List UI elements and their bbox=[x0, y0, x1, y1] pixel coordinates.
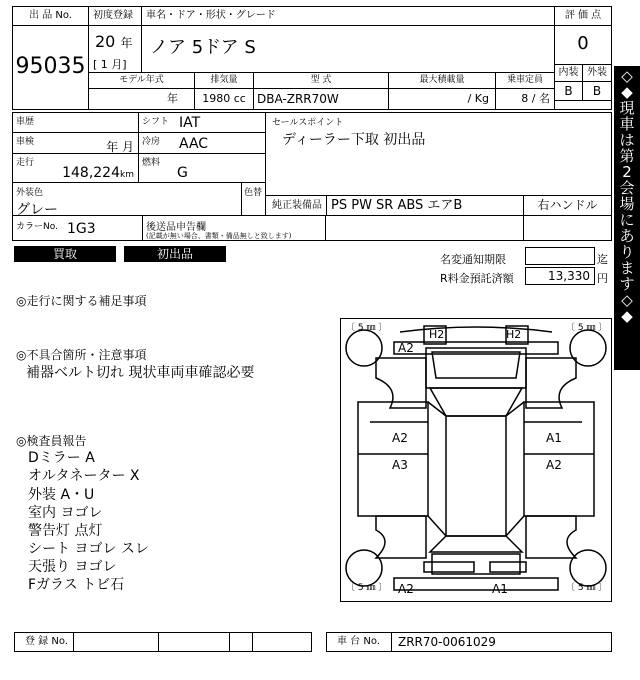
tire-depth-fr: 〔 5 ㎜ 〕 bbox=[566, 323, 608, 333]
damage-right-front-door: A1 bbox=[546, 431, 562, 445]
rear-bumper bbox=[394, 578, 558, 590]
type-cell: DBA-ZRR70W bbox=[253, 88, 389, 110]
first-reg-year: 20 bbox=[95, 32, 116, 51]
damage-right-rear-door: A2 bbox=[546, 458, 562, 472]
exterior-label: 外装 bbox=[582, 64, 612, 82]
color-no-cell: カラーNo. 1G3 bbox=[12, 215, 143, 241]
side-banner: ◇ ◆ 現 車 は 第 2 会 場 に あ り ま す ◇ ◆ bbox=[614, 66, 640, 370]
score-value: 0 bbox=[577, 33, 589, 54]
first-listing-badge: 初出品 bbox=[124, 246, 226, 262]
damage-headlight-right: H2 bbox=[506, 328, 522, 341]
driving-notes-title: ◎走行に関する補足事項 bbox=[16, 294, 147, 308]
type-label: 型 式 bbox=[253, 72, 389, 89]
inspector-item: Fガラス トビ石 bbox=[28, 577, 125, 593]
capacity-label: 乗車定員 bbox=[495, 72, 555, 89]
damage-headlight-left: H2 bbox=[429, 328, 445, 341]
tire-depth-rr: 〔 5 ㎜ 〕 bbox=[566, 583, 608, 593]
history-cell: 車歴 bbox=[12, 112, 139, 133]
inspector-item: シート ヨゴレ スレ bbox=[28, 541, 149, 557]
ac-value: AAC bbox=[179, 136, 209, 152]
recycle-box bbox=[525, 267, 595, 285]
inspector-item: 室内 ヨゴレ bbox=[28, 505, 103, 521]
equipment-value: PS PW SR ABS エアB bbox=[331, 198, 463, 213]
displacement-label: 排気量 bbox=[194, 72, 254, 89]
sales-point-cell: セールスポイント ディーラー下取 初出品 bbox=[265, 112, 612, 196]
exterior-grade: B bbox=[582, 81, 612, 101]
reg-no-cell-4 bbox=[252, 632, 312, 652]
inspector-item: Dミラー A bbox=[28, 450, 95, 466]
ext-color-value: グレー bbox=[16, 202, 58, 218]
buy-badge: 買取 bbox=[14, 246, 116, 262]
fuel-cell: 燃料 G bbox=[138, 153, 266, 183]
name-change-label: 名変通知期限 bbox=[440, 253, 506, 266]
first-reg-cell: 20 年 [ 1 月] bbox=[88, 25, 142, 73]
inspector-item: 警告灯 点灯 bbox=[28, 523, 103, 539]
model-year-cell: 年 bbox=[88, 88, 195, 110]
name-change-unit: 迄 bbox=[597, 253, 608, 266]
ext-color-cell: 外装色 グレー bbox=[12, 182, 242, 216]
sales-point-text: ディーラー下取 初出品 bbox=[282, 132, 426, 148]
first-reg-label: 初度登録 bbox=[88, 6, 142, 26]
inspector-item: オルタネーター X bbox=[28, 468, 140, 484]
fuel-value: G bbox=[177, 165, 188, 181]
reg-no-label: 登 録 No. bbox=[14, 632, 74, 652]
color-no-value: 1G3 bbox=[67, 221, 96, 237]
max-load-cell: / Kg bbox=[388, 88, 496, 110]
reg-no-cell-2 bbox=[158, 632, 230, 652]
equipment-label-cell: 純正装備品 bbox=[265, 195, 327, 216]
interior-label: 内装 bbox=[554, 64, 583, 82]
lot-label: 出 品 No. bbox=[12, 6, 89, 26]
empty-cell-1 bbox=[325, 215, 524, 241]
damage-left-rear-door: A3 bbox=[392, 458, 408, 472]
ac-cell: 冷房 AAC bbox=[138, 132, 266, 154]
handle-cell bbox=[523, 195, 612, 216]
inspector-title: ◎検査員報告 bbox=[16, 434, 87, 448]
empty-cell-2 bbox=[523, 215, 612, 241]
damage-rear-bumper-mid: A1 bbox=[492, 582, 508, 596]
model-year-label: モデル年式 bbox=[88, 72, 195, 89]
inspector-item: 外装 A・U bbox=[28, 487, 95, 503]
tire-depth-rl: 〔 5 ㎜ 〕 bbox=[346, 583, 388, 593]
displacement-cell: 1980 cc bbox=[194, 88, 254, 110]
handle-value: 右ハンドル bbox=[537, 198, 598, 212]
shaken-cell: 車検 年 月 bbox=[12, 132, 139, 154]
name-change-box bbox=[525, 247, 595, 265]
recycle-unit: 円 bbox=[597, 272, 608, 285]
car-name: ノア 5ドア S bbox=[150, 37, 256, 58]
chassis-label: 車 台 No. bbox=[326, 632, 392, 652]
shift-value: IAT bbox=[179, 115, 201, 131]
damage-front-bumper: A2 bbox=[398, 341, 414, 355]
interior-grade: B bbox=[554, 81, 583, 101]
model-label: 車名・ドア・形状・グレード bbox=[141, 6, 555, 26]
lot-number: 95035 bbox=[12, 25, 89, 110]
damage-rear-bumper-left: A2 bbox=[398, 582, 414, 596]
shaken-value: 年 月 bbox=[106, 140, 134, 154]
recycle-label: R料金預託済額 bbox=[440, 272, 514, 285]
reg-no-cell-1 bbox=[73, 632, 159, 652]
mileage-value: 148,224 bbox=[62, 165, 120, 181]
windshield bbox=[430, 388, 522, 416]
tire-depth-fl: 〔 5 ㎜ 〕 bbox=[346, 323, 388, 333]
equipment-cell bbox=[326, 195, 524, 216]
defect-text: 補器ベルト切れ 現状車両車確認必要 bbox=[26, 365, 255, 381]
score-label: 評 価 点 bbox=[554, 6, 612, 26]
defect-title: ◎不具合箇所・注意事項 bbox=[16, 348, 147, 362]
aftermarket-cell: 後送品申告欄 (記載が無い場合、書類・備品無しと致します) bbox=[142, 215, 326, 241]
shift-cell: シフト IAT bbox=[138, 112, 266, 133]
score-cell bbox=[554, 25, 612, 65]
damage-left-front-door: A2 bbox=[392, 431, 408, 445]
recycle-value: 13,330 bbox=[548, 269, 590, 283]
capacity-cell: 8 / 名 bbox=[495, 88, 555, 110]
chassis-no: ZRR70-0061029 bbox=[398, 635, 496, 649]
car-name-cell bbox=[141, 25, 555, 73]
reg-no-cell-3 bbox=[229, 632, 253, 652]
max-load-label: 最大積載量 bbox=[388, 72, 496, 89]
mileage-cell: 走行 148,224 km bbox=[12, 153, 139, 183]
inspector-item: 天張り ヨゴレ bbox=[28, 559, 117, 575]
roof bbox=[446, 416, 506, 536]
first-reg-month: [ 1 月] bbox=[93, 58, 127, 71]
car-diagram bbox=[340, 318, 612, 602]
chassis-cell bbox=[391, 632, 612, 652]
color-change-cell: 色替 bbox=[241, 182, 266, 216]
